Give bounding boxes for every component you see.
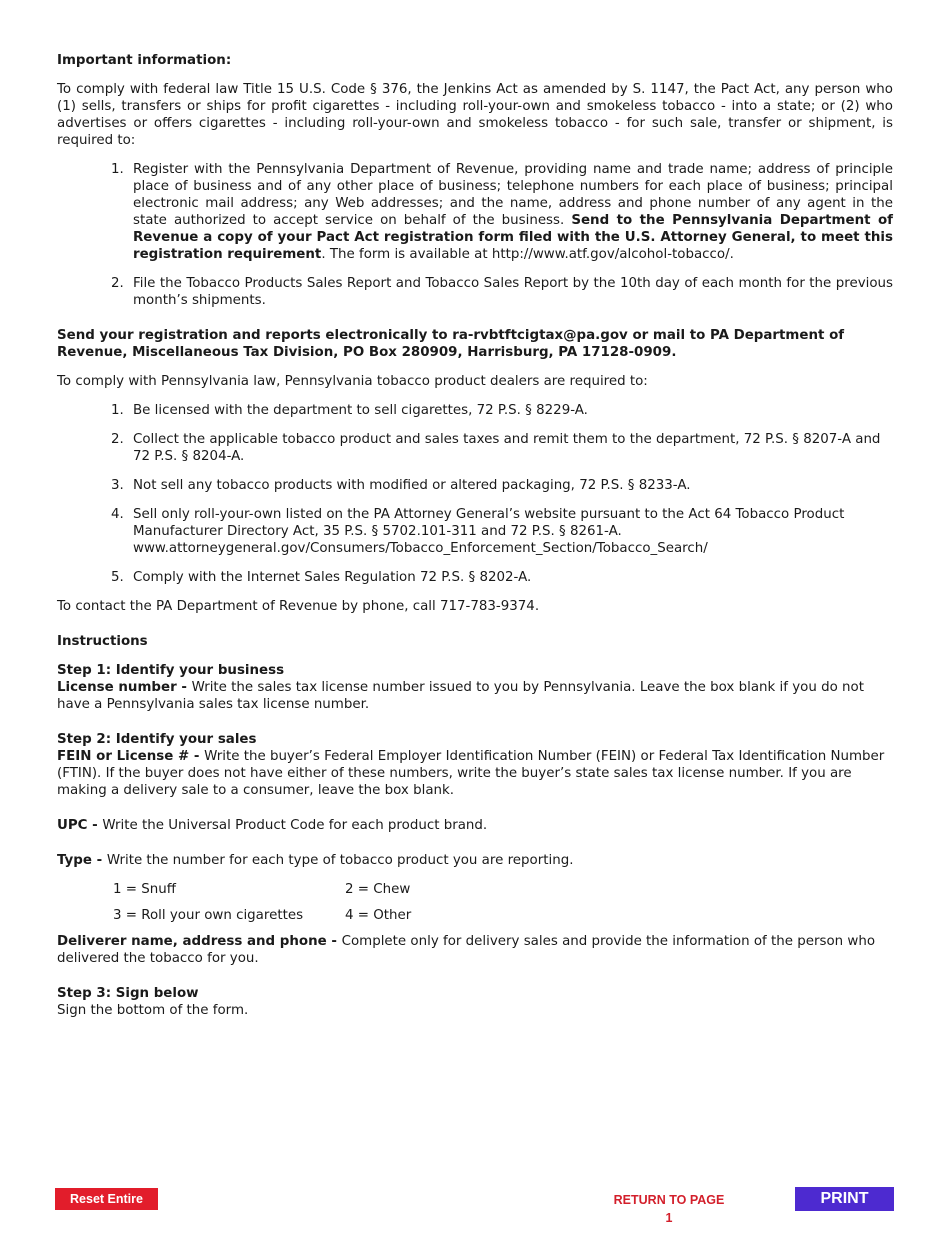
return-to-page1-button[interactable]: RETURN TO PAGE 1 xyxy=(613,1193,725,1225)
list-item xyxy=(57,161,893,263)
upc-body xyxy=(57,817,893,834)
fein-text: Write the buyer’s Federal Employer Identification Number (FEIN) or Federal Tax Identification Number (FTIN). If the buyer does not have either of these numbers, write the buyer’s state sales tax license number. If you are making a delivery sale to a consumer, leave the box blank. xyxy=(57,749,885,798)
list-number: 3. xyxy=(111,478,124,493)
type-code: 3 = Roll your own cigarettes xyxy=(113,908,304,923)
reset-form-button[interactable]: Reset Entire Form xyxy=(55,1188,158,1210)
print-form-button[interactable]: PRINT FORM xyxy=(795,1187,894,1211)
list-number: 2. xyxy=(111,276,124,291)
step2-title: Step 2: Identify your sales xyxy=(57,732,257,747)
list-item xyxy=(57,477,893,494)
list-item-text: Collect the applicable tobacco product and sales taxes and remit them to the department, 72 P.S. § 8207-A and 72 P.S. § 8204-A. xyxy=(133,432,881,464)
instructions-heading: Instructions xyxy=(57,634,148,649)
fein-body xyxy=(57,748,893,799)
deliverer-label: Deliverer name, address and phone - xyxy=(57,934,342,949)
list-item-text: Register with the Pennsylvania Department of Revenue, providing name and trade name; address of principle place of business and of any other place of business; telephone numbers for each place of business; principal electronic mail address; any Web addresses; and the name, address and phone number of any agent in the state authorized to accept service on behalf of the business. xyxy=(133,162,893,228)
type-codes-row xyxy=(113,907,893,933)
list-number: 4. xyxy=(111,507,124,522)
type-code: 2 = Chew xyxy=(345,882,411,897)
list-item-text: File the Tobacco Products Sales Report and Tobacco Sales Report by the 10th day of each month for the previous month’s shipments. xyxy=(133,276,893,308)
deliverer-body xyxy=(57,933,893,967)
list-item-text: Sell only roll-your-own listed on the PA Attorney General’s website pursuant to the Act 64 Tobacco Product Manufacturer Directory Act, 35 P.S. § 5702.101-311 and 72 P.S. § 8261-A. xyxy=(133,507,845,539)
step3-body: Sign the bottom of the form. xyxy=(57,1003,249,1018)
list-item xyxy=(57,402,893,419)
step3-title: Step 3: Sign below xyxy=(57,986,199,1001)
fein-label: FEIN or License # - xyxy=(57,749,205,764)
step1-body xyxy=(57,679,893,713)
deliverer-text: Complete only for delivery sales and provide the information of the person who delivered the tobacco for you. xyxy=(57,934,876,966)
type-codes-row xyxy=(113,881,893,907)
list-item-text: Not sell any tobacco products with modified or altered packaging, 72 P.S. § 8233-A. xyxy=(133,478,691,493)
type-code: 4 = Other xyxy=(345,908,412,923)
license-number-text: Write the sales tax license number issued to you by Pennsylvania. Leave the box blank if you do not have a Pennsylvania sales tax license number. xyxy=(57,680,864,712)
pa-intro: To comply with Pennsylvania law, Pennsylvania tobacco product dealers are required to: xyxy=(57,374,648,389)
send-notice: Send your registration and reports electronically to ra-rvbtftcigtax@pa.gov or mail to PA Department of Revenue, Miscellaneous Tax Division, PO Box 280909, Harrisburg, PA 17128-0909. xyxy=(57,328,845,360)
attorney-general-url: www.attorneygeneral.gov/Consumers/Tobacco_Enforcement_Section/Tobacco_Search/ xyxy=(133,541,708,556)
list-number: 1. xyxy=(111,162,124,177)
list-number: 5. xyxy=(111,570,124,585)
instructions-page xyxy=(57,52,893,1019)
type-label: Type - xyxy=(57,853,107,868)
list-number: 1. xyxy=(111,403,124,418)
type-codes xyxy=(113,881,893,933)
list-item-tail-text: . The form is available at http://www.atf.gov/alcohol-tobacco/. xyxy=(321,247,734,262)
federal-requirements-list xyxy=(57,161,893,309)
list-item xyxy=(57,569,893,586)
list-item-text: Comply with the Internet Sales Regulation 72 P.S. § 8202-A. xyxy=(133,570,532,585)
upc-label: UPC - xyxy=(57,818,103,833)
list-number: 2. xyxy=(111,432,124,447)
type-code: 1 = Snuff xyxy=(113,882,176,897)
important-heading: Important information: xyxy=(57,53,232,68)
list-item xyxy=(57,431,893,465)
list-item-bold-text: Send to the Pennsylvania Department of Revenue a copy of your Pact Act registration form filed with the U.S. Attorney General, to meet this registration requirement xyxy=(133,213,893,262)
type-text: Write the number for each type of tobacco product you are reporting. xyxy=(106,853,574,868)
federal-intro: To comply with federal law Title 15 U.S. Code § 376, the Jenkins Act as amended by S. 1147, the Pact Act, any person who (1) sells, transfers or ships for profit cigarettes - including roll-your-own and smokeless tobacco - into a state; or (2) who advertises or offers cigarettes - including roll-your-own and smokeless tobacco - for such sale, transfer or shipment, is required to: xyxy=(57,82,893,148)
list-item xyxy=(57,275,893,309)
license-number-label: License number - xyxy=(57,680,192,695)
upc-text: Write the Universal Product Code for each product brand. xyxy=(102,818,488,833)
step1-title: Step 1: Identify your business xyxy=(57,663,285,678)
pa-requirements-list xyxy=(57,402,893,586)
list-item-text: Be licensed with the department to sell cigarettes, 72 P.S. § 8229-A. xyxy=(133,403,588,418)
type-body xyxy=(57,852,893,869)
contact-line: To contact the PA Department of Revenue by phone, call 717-783-9374. xyxy=(57,599,540,614)
list-item xyxy=(57,506,893,557)
